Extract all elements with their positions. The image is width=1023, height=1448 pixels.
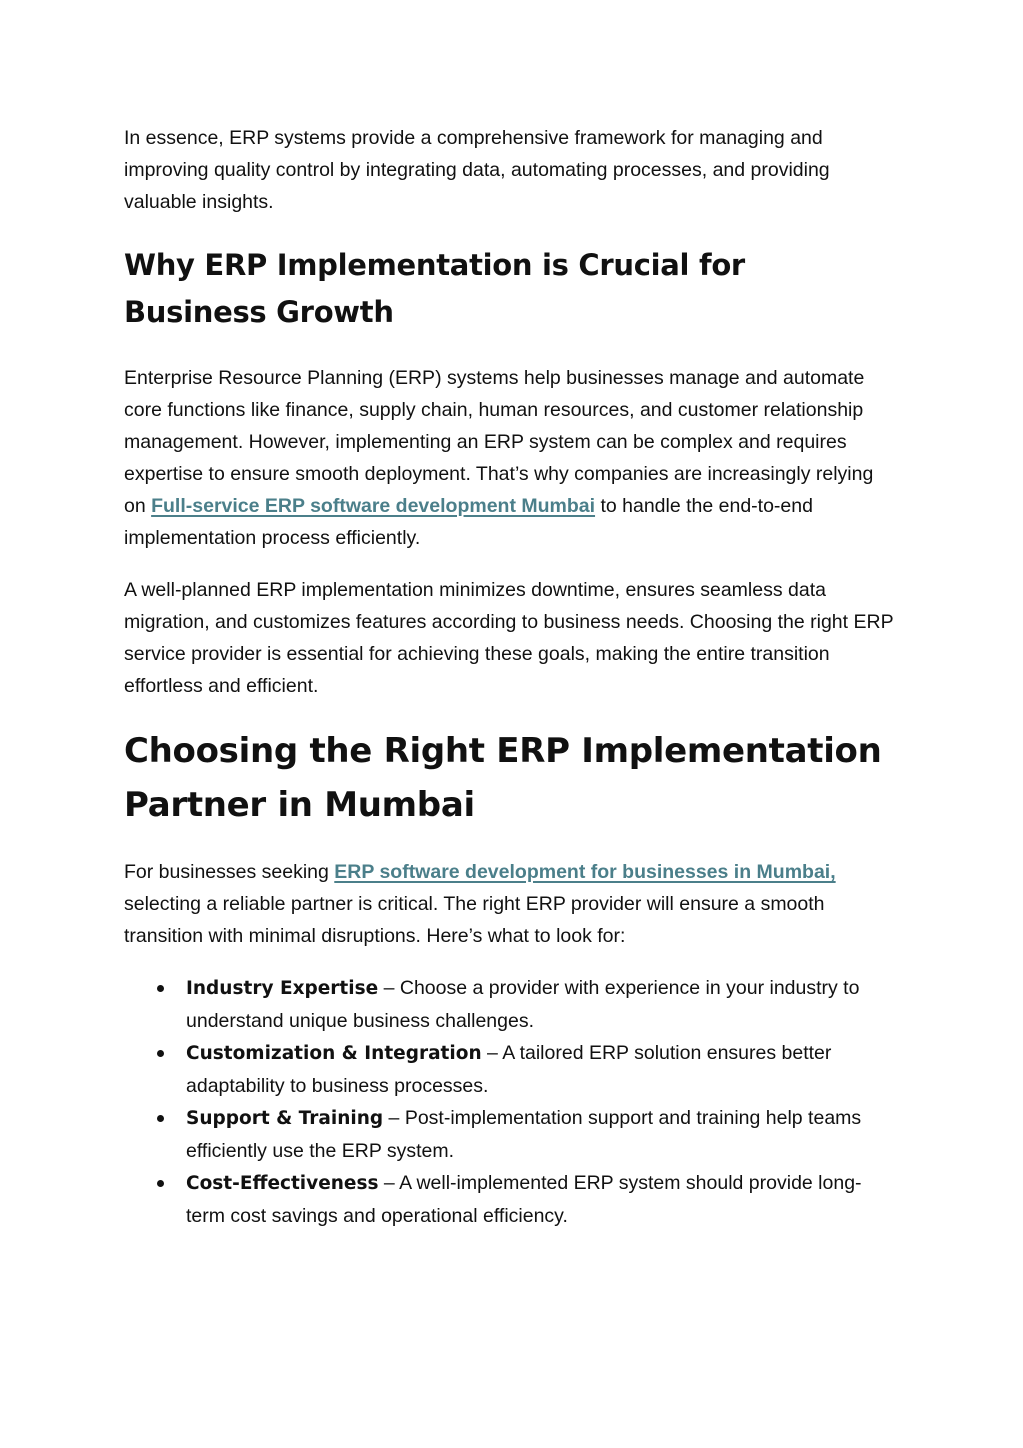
why-erp-paragraph-2: A well-planned ERP implementation minimizes downtime, ensures seamless data migration, and customizes features according to business needs. Choosing the right ERP service provider is essential for achieving these goals, making the entire transition effortless and efficient. [124,579,894,697]
paragraph-text: Enterprise Resource Planning (ERP) systems help businesses manage and automate core functions like finance, supply chain, human resources, and customer relationship management. However, implementing an ERP system can be complex and requires expertise to ensure smooth deployment. That’s why companies are increasingly relying on [124,367,874,517]
list-item-term: Industry Expertise [186,978,379,999]
list-item [124,1167,886,1232]
bullet-icon [157,1050,164,1057]
bullet-icon [157,1115,164,1122]
list-item-description: – A well-implemented ERP system should provide long-term cost savings and operational efficiency. [186,1172,862,1227]
bullet-icon [157,1180,164,1187]
list-item-description: – Choose a provider with experience in your industry to understand unique business challenges. [186,977,860,1032]
choosing-partner-paragraph [124,856,899,952]
list-item [124,972,886,1037]
full-service-erp-link[interactable]: Full-service ERP software development Mumbai [151,495,596,517]
why-erp-paragraph-1 [124,362,899,554]
section-heading-why-erp: Why ERP Implementation is Crucial for Business Growth [124,248,745,329]
criteria-list [124,972,899,1232]
intro-paragraph: In essence, ERP systems provide a comprehensive framework for managing and improving quality control by integrating data, automating processes, and providing valuable insights. [124,127,830,213]
list-item-term: Support & Training [186,1108,384,1129]
bullet-icon [157,985,164,992]
paragraph-text: selecting a reliable partner is critical. The right ERP provider will ensure a smooth transition with minimal disruptions. Here’s what to look for: [124,893,825,947]
section-heading-choosing-partner: Choosing the Right ERP Implementation Partner in Mumbai [124,731,882,825]
paragraph-text: For businesses seeking [124,861,335,883]
list-item [124,1102,886,1167]
paragraph-text: to handle the end-to-end implementation process efficiently. [124,495,813,549]
list-item-description: – A tailored ERP solution ensures better adaptability to business processes. [186,1042,832,1097]
erp-software-mumbai-link[interactable]: ERP software development for businesses in Mumbai, [334,861,836,883]
list-item-description: – Post-implementation support and training help teams efficiently use the ERP system. [186,1107,862,1162]
list-item-term: Cost-Effectiveness [186,1173,379,1194]
list-item [124,1037,886,1102]
list-item-term: Customization & Integration [186,1043,482,1064]
